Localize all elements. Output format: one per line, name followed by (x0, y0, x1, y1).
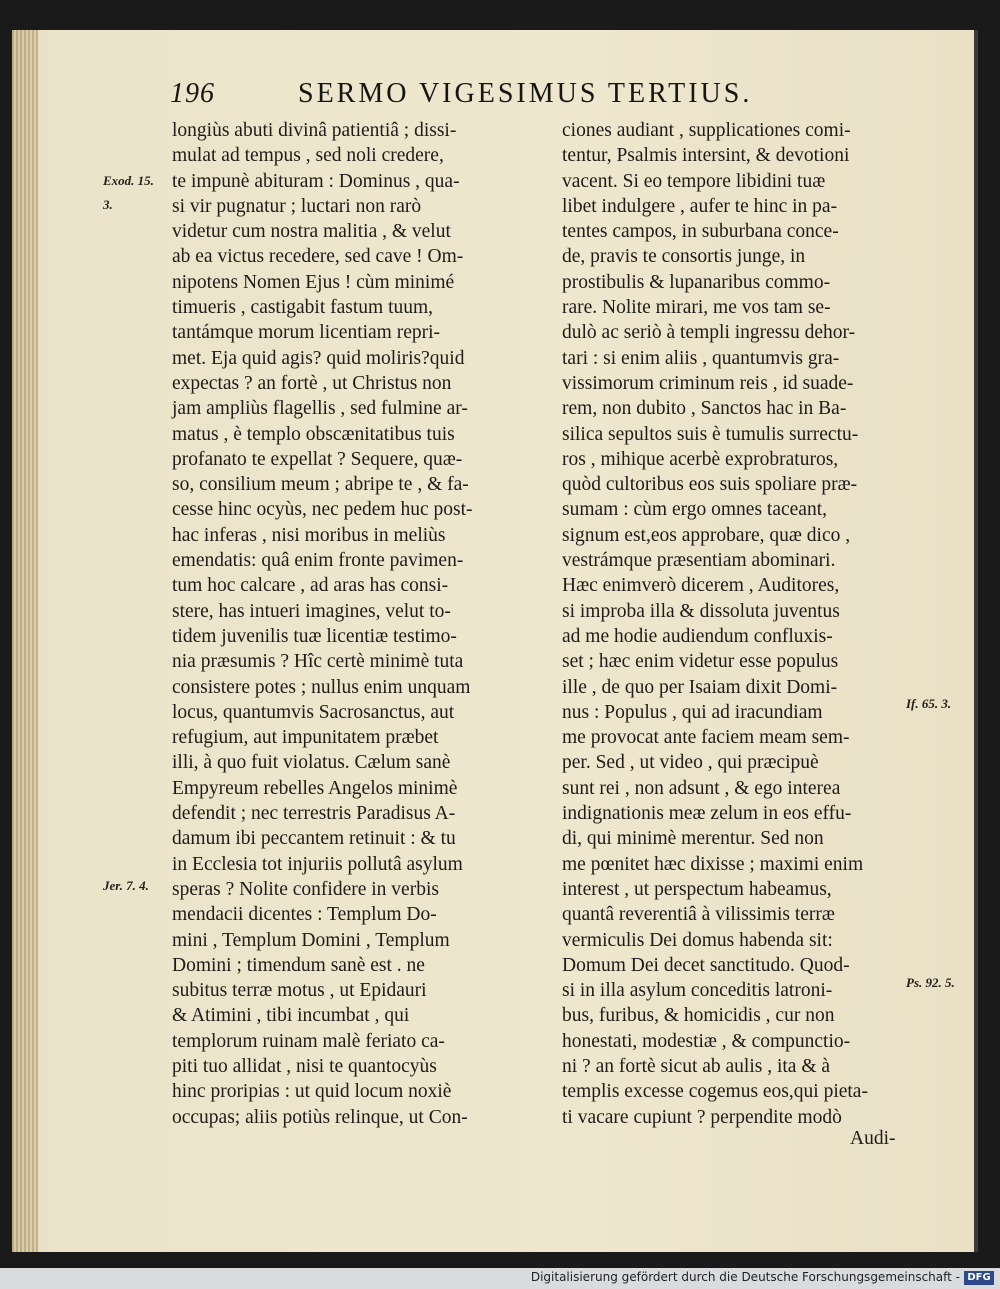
text-line: vissimorum criminum reis , id suade- (562, 372, 854, 394)
text-line: ros , mihique acerbè exprobraturos, (562, 448, 839, 470)
catchword: Audi- (850, 1128, 896, 1149)
funding-credit: Digitalisierung gefördert durch die Deutsche Forschungsgemeinschaft - (530, 1270, 960, 1284)
marginal-note-isaiah: If. 65. 3. (906, 696, 952, 711)
marginal-note-exodus: Exod. 15. (103, 173, 154, 188)
text-line: in Ecclesia tot injuriis pollutâ asylum (172, 853, 463, 875)
text-line: hinc proripias : ut quid locum noxiè (172, 1081, 452, 1103)
text-line: rem, non dubito , Sanctos hac in Ba- (562, 398, 847, 420)
text-line: sumam : cùm ergo omnes taceant, (562, 499, 827, 521)
footer-bar (0, 1268, 1000, 1289)
text-line: interest , ut perspectum habeamus, (562, 878, 832, 900)
text-line: tum hoc calcare , ad aras has consi- (172, 575, 449, 597)
text-line: per. Sed , ut video , qui præcipuè (562, 752, 819, 774)
text-line: profanato te expellat ? Sequere, quæ- (172, 448, 463, 470)
text-line: de, pravis te consortis junge, in (562, 246, 806, 268)
text-line: emendatis: quâ enim fronte pavimen- (172, 550, 464, 572)
text-line: matus , è templo obscænitatibus tuis (172, 423, 455, 445)
text-line: subitus terræ motus , ut Epidauri (172, 980, 427, 1002)
text-line: refugium, aut impunitatem præbet (172, 727, 439, 749)
text-line: stere, has intueri imagines, velut to- (172, 600, 451, 622)
page-edge (12, 30, 38, 1252)
text-line: templorum ruinam malè feriato ca- (172, 1030, 445, 1052)
text-line: si in illa asylum conceditis latroni- (562, 980, 833, 1002)
text-line: longiùs abuti divinâ patientiâ ; dissi- (172, 120, 457, 141)
text-line: & Atimini , tibi incumbat , qui (172, 1005, 410, 1027)
marginal-note-jeremiah: Jer. 7. 4. (103, 878, 149, 893)
text-line: Domum Dei decet sanctitudo. Quod- (562, 954, 850, 976)
text-line: vermiculis Dei domus habenda sit: (562, 929, 833, 951)
text-line: consistere potes ; nullus enim unquam (172, 676, 471, 698)
text-line: ad me hodie audiendum confluxis- (562, 625, 833, 647)
text-line: videtur cum nostra malitia , & velut (172, 221, 451, 243)
text-line: locus, quantumvis Sacrosanctus, aut (172, 701, 455, 723)
text-line: piti tuo allidat , nisi te quantocyùs (172, 1055, 437, 1077)
text-line: Empyreum rebelles Angelos minimè (172, 777, 458, 799)
text-line: dulò ac seriò à templi ingressu dehor- (562, 322, 856, 344)
marginal-note-psalm: Ps. 92. 5. (906, 975, 955, 990)
text-line: cesse hinc ocyùs, nec pedem huc post- (172, 499, 473, 521)
text-line: si improba illa & dissoluta juventus (562, 600, 840, 622)
text-line: templis excesse cogemus eos,qui pieta- (562, 1081, 868, 1103)
text-line: bus, furibus, & homicidis , cur non (562, 1005, 835, 1027)
page-number: 196 (170, 78, 215, 109)
text-line: jam ampliùs flagellis , sed fulmine ar- (172, 398, 468, 420)
text-line: Hæc enimverò dicerem , Auditores, (562, 575, 840, 597)
text-line: me pœnitet hæc dixisse ; maximi enim (562, 853, 864, 875)
text-line: vacent. Si eo tempore libidini tuæ (562, 170, 826, 192)
text-line: damum ibi peccantem retinuit : & tu (172, 828, 456, 850)
text-line: silica sepultos suis è tumulis surrectu- (562, 423, 859, 445)
text-line: tari : si enim aliis , quantumvis gra- (562, 347, 840, 369)
text-line: occupas; aliis potiùs relinque, ut Con- (172, 1106, 468, 1128)
text-line: indignationis meæ zelum in eos effu- (562, 803, 852, 825)
running-title: SERMO VIGESIMUS TERTIUS. (298, 78, 753, 109)
right-column (562, 118, 904, 1130)
text-line: ille , de quo per Isaiam dixit Domi- (562, 676, 838, 698)
text-line: signum est,eos approbare, quæ dico , (562, 524, 851, 546)
text-line: ab ea victus recedere, sed cave ! Om- (172, 246, 464, 268)
text-line: hac inferas , nisi moribus in meliùs (172, 524, 446, 546)
text-line: tentur, Psalmis intersint, & devotioni (562, 145, 850, 167)
text-line: mulat ad tempus , sed noli credere, (172, 145, 444, 167)
text-line: prostibulis & lupanaribus commo- (562, 271, 831, 293)
text-line: si vir pugnatur ; luctari non rarò (172, 195, 422, 217)
marginal-note-exodus-verse: 3. (103, 197, 113, 212)
text-line: timueris , castigabit fastum tuum, (172, 297, 434, 319)
text-line: honestati, modestiæ , & compunctio- (562, 1030, 851, 1052)
text-line: mendacii dicentes : Templum Do- (172, 904, 437, 926)
text-line: tantámque morum licentiam repri- (172, 322, 441, 344)
running-head (170, 78, 950, 118)
text-line: tidem juvenilis tuæ licentiæ testimo- (172, 625, 457, 647)
text-line: sunt rei , non adsunt , & ego interea (562, 777, 841, 799)
text-line: nus : Populus , qui ad iracundiam (562, 701, 823, 723)
dfg-logo: DFG (964, 1271, 994, 1285)
text-line: tentes campos, in suburbana conce- (562, 221, 839, 243)
text-line: mini , Templum Domini , Templum (172, 929, 450, 951)
text-line: ti vacare cupiunt ? perpendite modò (562, 1106, 842, 1128)
text-line: te impunè abituram : Dominus , qua- (172, 170, 460, 192)
text-line: met. Eja quid agis? quid moliris?quid (172, 347, 465, 369)
text-line: ciones audiant , supplicationes comi- (562, 120, 851, 141)
text-line: vestrámque præsentiam abominari. (562, 550, 836, 572)
text-line: defendit ; nec terrestris Paradisus A- (172, 803, 456, 825)
text-line: quòd cultoribus eos suis spoliare præ- (562, 474, 858, 496)
text-line: set ; hæc enim videtur esse populus (562, 651, 839, 673)
text-line: expectas ? an fortè , ut Christus non (172, 372, 452, 394)
text-line: so, consilium meum ; abripe te , & fa- (172, 474, 469, 496)
text-line: di, qui minimè merentur. Sed non (562, 828, 824, 850)
text-line: nipotens Nomen Ejus ! cùm minimé (172, 271, 455, 293)
text-line: speras ? Nolite confidere in verbis (172, 878, 439, 900)
text-line: illi, à quo fuit violatus. Cælum sanè (172, 752, 451, 774)
text-line: nia præsumis ? Hîc certè minimè tuta (172, 651, 464, 673)
text-line: rare. Nolite mirari, me vos tam se- (562, 297, 831, 319)
text-line: me provocat ante faciem meam sem- (562, 727, 850, 749)
text-line: libet indulgere , aufer te hinc in pa- (562, 195, 838, 217)
left-column (172, 118, 537, 1130)
text-line: Domini ; timendum sanè est . ne (172, 954, 425, 976)
text-line: quantâ reverentiâ à vilissimis terræ (562, 904, 835, 926)
text-line: ni ? an fortè sicut ab aulis , ita & à (562, 1055, 831, 1077)
